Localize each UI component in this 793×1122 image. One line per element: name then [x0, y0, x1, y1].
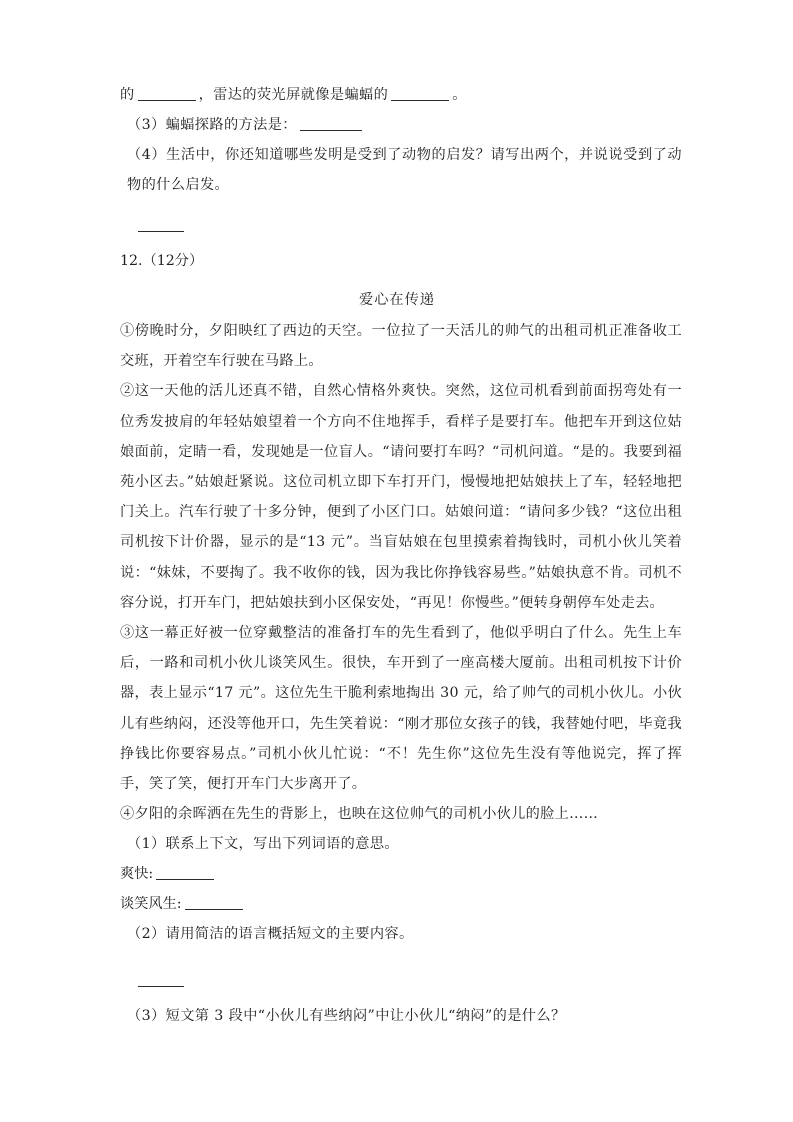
fill-in-blank[interactable]	[156, 866, 214, 880]
question-12-sub-2	[120, 919, 682, 949]
answer-blank-rule[interactable]	[138, 986, 184, 987]
question-12-sub-1	[120, 829, 682, 859]
sub-question-3-text: 蝙蝠探路的方法是：	[165, 117, 297, 133]
spacer	[120, 276, 682, 284]
page-content	[120, 80, 682, 1031]
sub-question-3-label: （3）	[127, 117, 166, 133]
sub-question-3-label: （3）	[127, 1008, 166, 1025]
sub-question-4-text: 生活中，你还知道哪些发明是受到了动物的启发？请写出两个，并说说受到了动物的什么启发。	[127, 147, 682, 193]
passage-paragraph-2: ②这一天他的活儿还真不错，自然心情格外爽快。突然，这位司机看到前面拐弯处有一位秀发披肩的年轻姑娘望着一个方向不住地挥手，看样子是要打车。他把车开到这位姑娘面前，定睛一看，发现她是一位盲人。“请问要打车吗？“司机问道。“是的。我要到福苑小区去。”姑娘赶紧说。这位司机立即下车打开门，慢慢地把姑娘扶上了车，轻轻地把门关上。汽车行驶了十多分钟，便到了小区门口。姑娘问道：“请问多少钱？“这位出租司机按下计价器，显示的是“13 元”。当盲姑娘在包里摸索着掏钱时，司机小伙儿笑着说：“妹妹，不要掏了。我不收你的钱，因为我比你挣钱容易些。”姑娘执意不肯。司机不容分说，打开车门，把姑娘扶到小区保安处，“再见！你慢些。”便转身朝停车处走去。	[120, 383, 682, 611]
vocab-row-shuangkuai	[120, 859, 682, 889]
sub-question-2-text: 请用简洁的语言概括短文的主要内容。	[165, 926, 414, 943]
vocab-word: 爽快:	[120, 866, 154, 883]
vocab-row-tanxiaofengsheng	[120, 889, 682, 919]
question-12-sub-3	[120, 1001, 682, 1031]
spacer	[120, 949, 682, 971]
passage-paragraph-1: ①傍晚时分，夕阳映红了西边的天空。一位拉了一天活儿的帅气的出租司机正准备收工交班，开着空车行驶在马路上。	[120, 323, 682, 370]
sub-question-2-label: （2）	[127, 926, 166, 943]
carryover-fragment-line	[120, 80, 682, 110]
question-12-number: 12.（12分）	[120, 253, 204, 269]
answer-rule-row	[120, 971, 682, 1001]
fill-in-blank[interactable]	[185, 896, 243, 910]
fill-in-blank[interactable]	[300, 117, 362, 131]
spacer	[120, 200, 682, 216]
carryover-sub-question-4	[120, 140, 682, 200]
answer-rule-row	[120, 216, 682, 246]
carryover-sub-question-3	[120, 110, 682, 140]
sub-question-3-text: 短文第 3 段中“小伙儿有些纳闷”中让小伙儿“纳闷”的是什么？	[165, 1008, 566, 1025]
passage-paragraph-3: ③这一幕正好被一位穿戴整洁的准备打车的先生看到了，他似乎明白了什么。先生上车后，一路和司机小伙儿谈笑风生。很快，车开到了一座高楼大厦前。出租司机按下计价器，表上显示“17 元”。这位先生干脆利索地掏出 30 元，给了帅气的司机小伙儿。小伙儿有些纳闷，还没等他开口，先生笑着说：“刚才那位女孩子的钱，我替她付吧，毕竟我挣钱比你要容易点。”司机小伙儿忙说：“不！先生你”这位先生没有等他说完，挥了挥手，笑了笑，便打开车门大步离开了。	[120, 625, 682, 793]
fragment-prefix: 的	[120, 87, 135, 103]
sub-question-1-label: （1）	[127, 836, 166, 853]
vocab-word: 谈笑风生:	[120, 896, 182, 913]
fill-in-blank[interactable]	[138, 87, 196, 101]
fill-in-blank[interactable]	[391, 87, 449, 101]
sub-question-4-label: （4）	[127, 147, 167, 163]
fragment-middle: ，雷达的荧光屏就像是蝙蝠的	[198, 87, 389, 103]
answer-blank-rule[interactable]	[138, 231, 184, 232]
fragment-suffix: 。	[452, 87, 467, 103]
passage-title: 爱心在传递	[359, 292, 435, 308]
sub-question-1-text: 联系上下文，写出下列词语的意思。	[165, 836, 400, 853]
passage-paragraph-4: ④夕阳的余晖洒在先生的背影上，也映在这位帅气的司机小伙儿的脸上……	[120, 806, 599, 823]
